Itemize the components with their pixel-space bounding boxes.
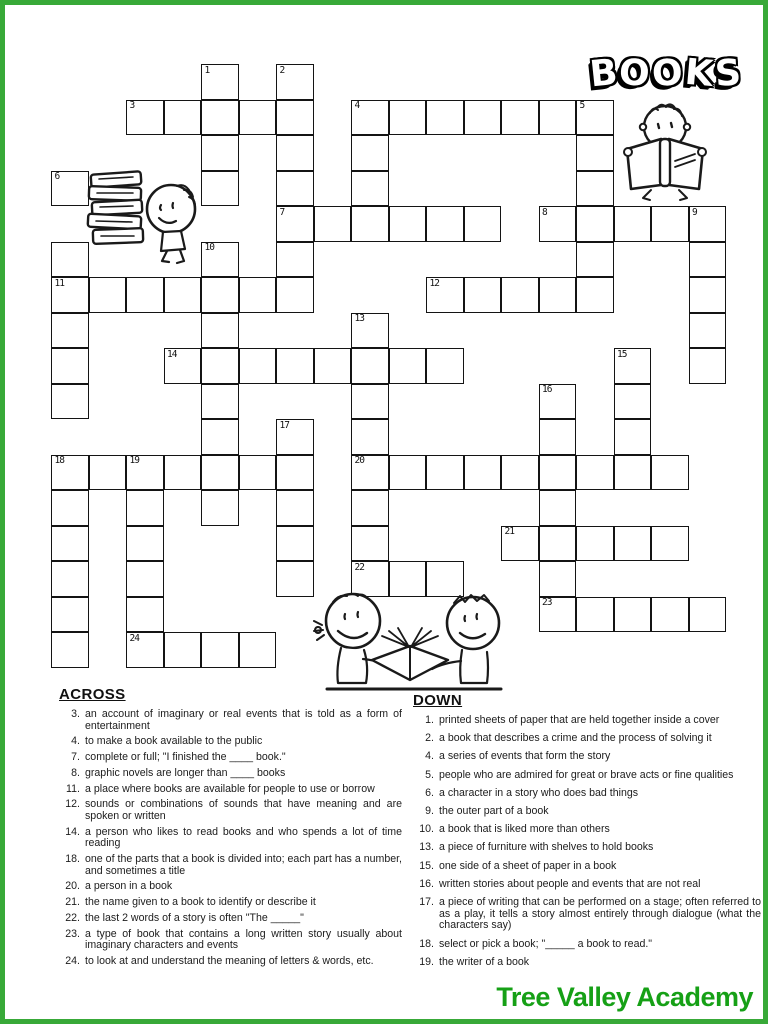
grid-cell	[51, 313, 89, 349]
grid-cell	[651, 597, 689, 633]
clue-text: written stories about people and events that are not real	[439, 877, 701, 890]
grid-cell	[614, 597, 652, 633]
clue-number: 3.	[71, 708, 80, 720]
clue-item	[413, 770, 761, 782]
down-clue-list	[413, 715, 761, 969]
clue-number: 17.	[419, 896, 434, 909]
grid-cell-number: 20	[354, 455, 364, 466]
grid-cell	[351, 526, 389, 562]
clue-text: graphic novels are longer than ____ books	[85, 766, 286, 779]
grid-cell	[276, 64, 314, 100]
title-letter: K	[682, 51, 717, 96]
clue-number: 11.	[66, 782, 80, 795]
grid-cell-number: 11	[54, 277, 64, 289]
grid-cell	[614, 348, 652, 384]
grid-cell-number: 1	[204, 64, 210, 76]
clue-item	[59, 799, 402, 822]
grid-cell	[351, 455, 389, 491]
grid-cell	[389, 348, 427, 384]
grid-cell	[576, 277, 614, 313]
clue-number: 22.	[65, 911, 80, 924]
clue-number: 4.	[425, 750, 434, 763]
clue-item	[59, 881, 402, 893]
clue-text: people who are admired for great or brave acts or fine qualities	[439, 768, 734, 781]
grid-cell	[576, 455, 614, 491]
grid-cell	[351, 206, 389, 242]
grid-cell-number: 7	[279, 206, 285, 218]
clue-text: a series of events that form the story	[439, 750, 611, 763]
grid-cell	[201, 490, 239, 526]
grid-cell	[126, 490, 164, 526]
grid-cell	[201, 313, 239, 349]
down-heading: DOWN	[413, 692, 463, 709]
grid-cell	[576, 526, 614, 562]
grid-cell	[539, 597, 577, 633]
grid-cell-number: 10	[204, 242, 214, 253]
clue-number: 8.	[71, 766, 80, 779]
grid-cell	[576, 242, 614, 278]
grid-cell-number: 15	[617, 348, 627, 360]
clue-item	[413, 806, 761, 818]
clue-number: 18.	[65, 853, 80, 866]
clue-text: a piece of writing that can be performed on a stage; often referred to as a play, it tells a story almost entirely through dialogue (what the characters say)	[439, 896, 761, 932]
puzzle-title	[587, 51, 744, 96]
clue-number: 18.	[419, 937, 434, 950]
clue-item	[413, 861, 761, 873]
grid-cell	[576, 171, 614, 207]
grid-cell	[314, 206, 352, 242]
grid-cell-number: 14	[167, 348, 177, 360]
clue-number: 4.	[71, 735, 80, 748]
site-logo: Tree Valley Academy	[496, 982, 753, 1012]
clue-text: a person in a book	[85, 880, 173, 893]
clue-text: the last 2 words of a story is often "The _____"	[85, 911, 304, 924]
grid-cell	[126, 632, 164, 668]
grid-cell	[464, 100, 502, 136]
grid-cell	[51, 597, 89, 633]
grid-cell	[539, 526, 577, 562]
clue-text: one side of a sheet of paper in a book	[439, 859, 617, 872]
grid-cell	[351, 135, 389, 171]
clue-number: 15.	[419, 859, 434, 872]
grid-cell	[276, 206, 314, 242]
down-clues-section	[413, 692, 761, 975]
grid-cell	[501, 277, 539, 313]
grid-cell	[51, 490, 89, 526]
across-clues-section	[59, 686, 402, 972]
clue-item	[59, 736, 402, 748]
clue-text: a character in a story who does bad things	[439, 786, 639, 799]
child-carrying-books-illustration	[81, 165, 209, 269]
grid-cell	[239, 632, 277, 668]
clue-item	[413, 957, 761, 969]
clue-item	[59, 768, 402, 780]
grid-cell	[614, 419, 652, 455]
grid-cell	[51, 277, 89, 313]
grid-cell	[201, 632, 239, 668]
grid-cell	[276, 277, 314, 313]
grid-cell-number: 16	[542, 384, 552, 395]
grid-cell	[164, 455, 202, 491]
title-letter: O	[618, 51, 654, 96]
two-kids-reading-illustration	[305, 587, 520, 693]
clue-item	[413, 842, 761, 854]
grid-cell	[51, 348, 89, 384]
grid-cell	[539, 277, 577, 313]
grid-cell-number: 4	[354, 100, 360, 111]
grid-cell-number: 2	[279, 64, 285, 76]
grid-cell	[51, 632, 89, 668]
clue-number: 12.	[65, 798, 80, 811]
clue-item	[413, 897, 761, 932]
grid-cell	[126, 100, 164, 136]
clue-item	[413, 824, 761, 836]
grid-cell-number: 18	[54, 455, 64, 466]
grid-cell	[51, 526, 89, 562]
grid-cell	[614, 455, 652, 491]
grid-cell	[201, 277, 239, 313]
clue-text: a place where books are available for people to use or borrow	[85, 782, 375, 795]
grid-cell	[501, 455, 539, 491]
grid-cell	[576, 597, 614, 633]
grid-cell	[426, 348, 464, 384]
boy-reading-illustration	[613, 97, 719, 203]
grid-cell	[464, 206, 502, 242]
grid-cell	[614, 526, 652, 562]
grid-cell	[164, 632, 202, 668]
grid-cell	[389, 455, 427, 491]
grid-cell	[351, 419, 389, 455]
grid-cell	[276, 419, 314, 455]
grid-cell-number: 24	[129, 632, 139, 644]
grid-cell	[126, 561, 164, 597]
clue-number: 21.	[65, 896, 80, 909]
grid-cell	[464, 277, 502, 313]
clue-text: to make a book available to the public	[85, 735, 263, 748]
grid-cell	[351, 171, 389, 207]
clue-item	[413, 751, 761, 763]
grid-cell	[689, 348, 727, 384]
grid-cell	[126, 597, 164, 633]
title-letter: S	[713, 52, 744, 95]
grid-cell	[239, 455, 277, 491]
clue-number: 2.	[425, 732, 434, 745]
grid-cell	[314, 348, 352, 384]
clue-number: 10.	[419, 823, 434, 836]
clue-number: 16.	[419, 877, 434, 890]
clue-text: the outer part of a book	[439, 805, 549, 818]
grid-cell	[201, 419, 239, 455]
clue-text: an account of imaginary or real events that is told as a form of entertainment	[85, 708, 402, 732]
clue-text: complete or full; "I finished the ____ book."	[85, 751, 286, 764]
grid-cell-number: 23	[542, 597, 552, 608]
grid-cell	[276, 348, 314, 384]
grid-cell	[614, 206, 652, 242]
grid-cell	[351, 100, 389, 136]
grid-cell	[239, 100, 277, 136]
grid-cell-number: 9	[692, 206, 697, 218]
clue-text: a person who likes to read books and who spends a lot of time reading	[85, 825, 402, 850]
grid-cell	[276, 135, 314, 171]
clue-number: 20.	[65, 880, 80, 893]
clue-item	[59, 827, 402, 850]
grid-cell	[51, 561, 89, 597]
grid-cell	[239, 348, 277, 384]
grid-cell	[539, 455, 577, 491]
grid-cell-number: 19	[129, 455, 139, 466]
clue-number: 7.	[71, 751, 80, 764]
grid-cell	[689, 206, 727, 242]
grid-cell	[51, 384, 89, 420]
grid-cell	[164, 348, 202, 384]
across-heading: ACROSS	[59, 686, 126, 703]
grid-cell	[426, 206, 464, 242]
clue-item	[413, 939, 761, 951]
grid-cell	[651, 206, 689, 242]
grid-cell	[576, 206, 614, 242]
grid-cell	[539, 419, 577, 455]
grid-cell	[426, 277, 464, 313]
grid-cell	[126, 455, 164, 491]
grid-cell	[651, 455, 689, 491]
grid-cell	[276, 455, 314, 491]
grid-cell	[126, 277, 164, 313]
grid-cell-number: 8	[542, 206, 547, 218]
clue-text: to look at and understand the meaning of letters & words, etc.	[85, 954, 374, 967]
grid-cell	[351, 348, 389, 384]
grid-cell-number: 17	[279, 419, 289, 431]
grid-cell	[651, 526, 689, 562]
clue-number: 9.	[425, 805, 434, 818]
clue-number: 1.	[425, 714, 434, 726]
clue-number: 14.	[65, 825, 80, 838]
grid-cell-number: 6	[54, 171, 60, 182]
clue-item	[59, 709, 402, 732]
clue-item	[59, 854, 402, 877]
grid-cell	[201, 348, 239, 384]
grid-cell	[539, 206, 577, 242]
grid-cell	[539, 100, 577, 136]
title-letter: O	[651, 52, 686, 95]
clue-item	[59, 956, 402, 968]
grid-cell	[89, 277, 127, 313]
clue-item	[413, 788, 761, 800]
clue-text: select or pick a book; "_____ a book to read."	[439, 937, 653, 950]
grid-cell	[201, 455, 239, 491]
clue-item	[59, 752, 402, 764]
grid-cell	[276, 171, 314, 207]
clue-number: 23.	[65, 927, 80, 940]
grid-cell-number: 13	[354, 313, 364, 324]
clue-item	[59, 929, 402, 952]
grid-cell	[539, 561, 577, 597]
clue-item	[59, 897, 402, 909]
grid-cell	[239, 277, 277, 313]
grid-cell	[426, 100, 464, 136]
grid-cell	[164, 100, 202, 136]
clue-number: 24.	[65, 954, 80, 967]
grid-cell	[351, 384, 389, 420]
grid-cell	[201, 64, 239, 100]
grid-cell	[351, 490, 389, 526]
clue-number: 19.	[419, 955, 434, 968]
clue-text: one of the parts that a book is divided into; each part has a number, and sometimes a title	[85, 853, 402, 877]
grid-cell	[576, 135, 614, 171]
grid-cell	[164, 277, 202, 313]
clue-item	[59, 913, 402, 925]
grid-cell	[689, 313, 727, 349]
across-clue-list	[59, 709, 402, 968]
clue-number: 6.	[425, 786, 434, 799]
grid-cell	[276, 100, 314, 136]
grid-cell	[689, 242, 727, 278]
grid-cell	[276, 490, 314, 526]
grid-cell	[426, 455, 464, 491]
clue-text: printed sheets of paper that are held together inside a cover	[439, 714, 720, 726]
grid-cell	[464, 455, 502, 491]
clue-text: sounds or combinations of sounds that have meaning and are spoken or written	[85, 798, 402, 822]
grid-cell	[501, 100, 539, 136]
grid-cell	[689, 277, 727, 313]
grid-cell	[539, 490, 577, 526]
clue-text: a book that is liked more than others	[439, 823, 610, 836]
grid-cell	[126, 526, 164, 562]
grid-cell	[276, 526, 314, 562]
grid-cell-number: 5	[579, 100, 585, 111]
clue-text: a piece of furniture with shelves to hold books	[439, 841, 654, 854]
grid-cell	[614, 384, 652, 420]
grid-cell	[539, 384, 577, 420]
clue-item	[413, 715, 761, 727]
grid-cell	[201, 384, 239, 420]
clue-text: a type of book that contains a long written story usually about imaginary characters and events	[85, 927, 402, 952]
grid-cell	[689, 597, 727, 633]
grid-cell	[51, 455, 89, 491]
grid-cell-number: 22	[354, 561, 364, 573]
clue-item	[59, 784, 402, 796]
grid-cell-number: 21	[504, 526, 514, 537]
grid-cell	[501, 526, 539, 562]
grid-cell-number: 3	[129, 100, 135, 111]
grid-cell	[389, 100, 427, 136]
clue-text: the name given to a book to identify or describe it	[85, 896, 316, 909]
grid-cell	[351, 313, 389, 349]
grid-cell	[389, 206, 427, 242]
grid-cell	[201, 100, 239, 136]
clue-text: the writer of a book	[439, 955, 530, 968]
title-letter: B	[587, 51, 622, 96]
grid-cell	[89, 455, 127, 491]
clue-item	[413, 733, 761, 745]
grid-cell-number: 12	[429, 277, 439, 289]
grid-cell	[576, 100, 614, 136]
clue-number: 5.	[425, 768, 434, 781]
clue-number: 13.	[419, 841, 434, 854]
clue-text: a book that describes a crime and the process of solving it	[439, 732, 712, 745]
clue-item	[413, 879, 761, 891]
grid-cell	[276, 242, 314, 278]
